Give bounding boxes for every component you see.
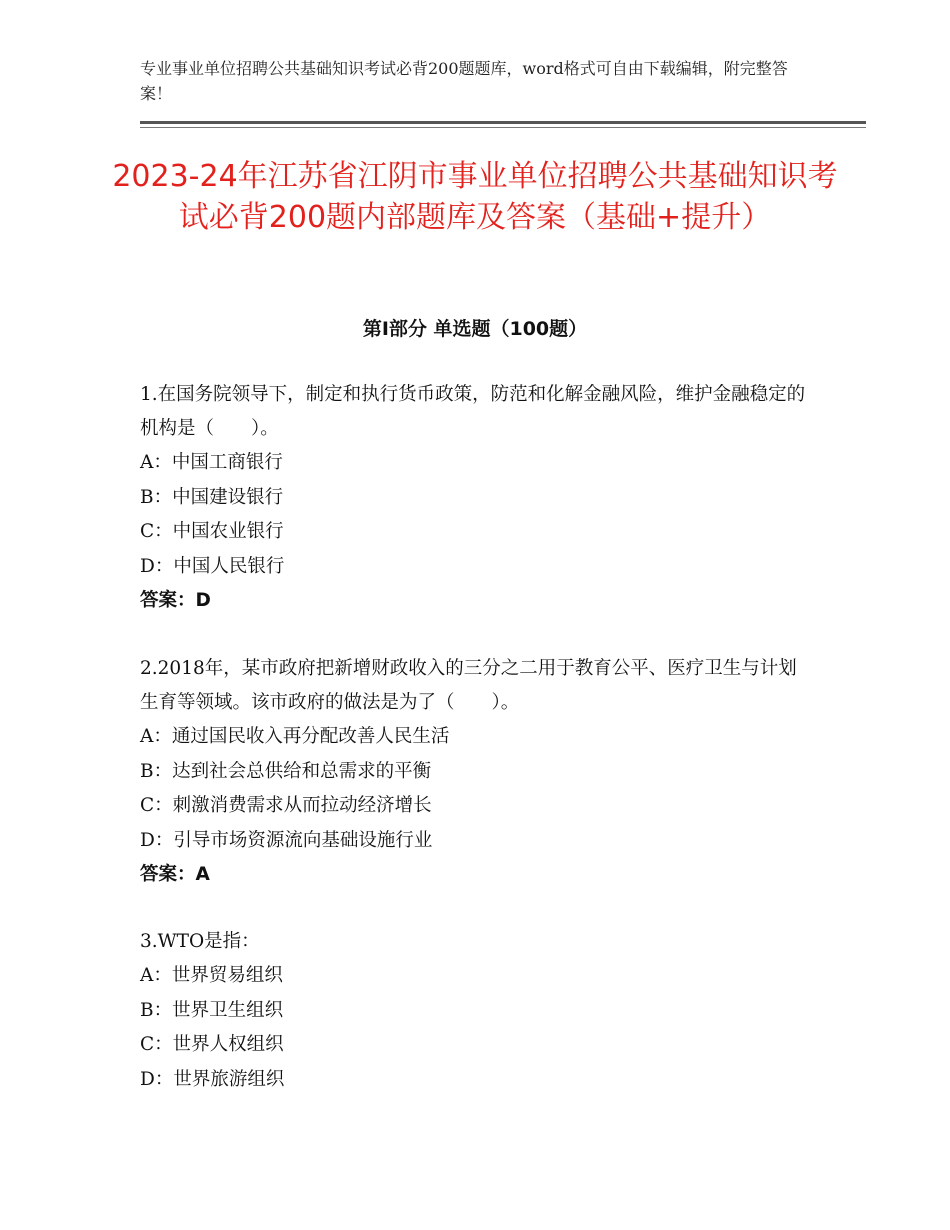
section-title: 第Ⅰ部分 单选题（100题） <box>362 318 588 340</box>
option-c: C：中国农业银行 <box>140 521 284 542</box>
option-a: A：世界贸易组织 <box>140 965 283 986</box>
document-title: 2023-24年江苏省江阴市事业单位招聘公共基础知识考试必背200题内部题库及答案（基础+提升） <box>112 159 838 235</box>
option-c: C：世界人权组织 <box>140 1034 284 1055</box>
question-stem: 2.2018年，某市政府把新增财政收入的三分之二用于教育公平、医疗卫生与计划生育等领域。该市政府的做法是为了（ ）。 <box>140 658 797 713</box>
option-c: C：刺激消费需求从而拉动经济增长 <box>140 795 432 816</box>
question-3 <box>140 925 812 1097</box>
option-b: B：达到社会总供给和总需求的平衡 <box>140 760 432 782</box>
option-d: D：世界旅游组织 <box>140 1068 285 1090</box>
option-d: D：中国人民银行 <box>140 555 285 577</box>
question-stem: 1.在国务院领导下，制定和执行货币政策，防范和化解金融风险，维护金融稳定的机构是（ ）。 <box>140 384 806 439</box>
answer: 答案：A <box>140 864 210 885</box>
question-1 <box>140 378 812 618</box>
option-b: B：中国建设银行 <box>140 486 284 508</box>
option-a: A：通过国民收入再分配改善人民生活 <box>140 726 450 747</box>
option-a: A：中国工商银行 <box>140 452 283 473</box>
option-d: D：引导市场资源流向基础设施行业 <box>140 829 433 851</box>
question-2 <box>140 652 812 892</box>
header-divider-thick <box>140 121 866 124</box>
question-stem: 3.WTO是指： <box>140 931 260 952</box>
option-b: B：世界卫生组织 <box>140 999 284 1021</box>
answer: 答案：D <box>140 590 211 611</box>
header-divider-thin <box>140 127 866 128</box>
header-note: 专业事业单位招聘公共基础知识考试必背200题题库，word格式可自由下载编辑，附完整答案！ <box>140 59 788 103</box>
